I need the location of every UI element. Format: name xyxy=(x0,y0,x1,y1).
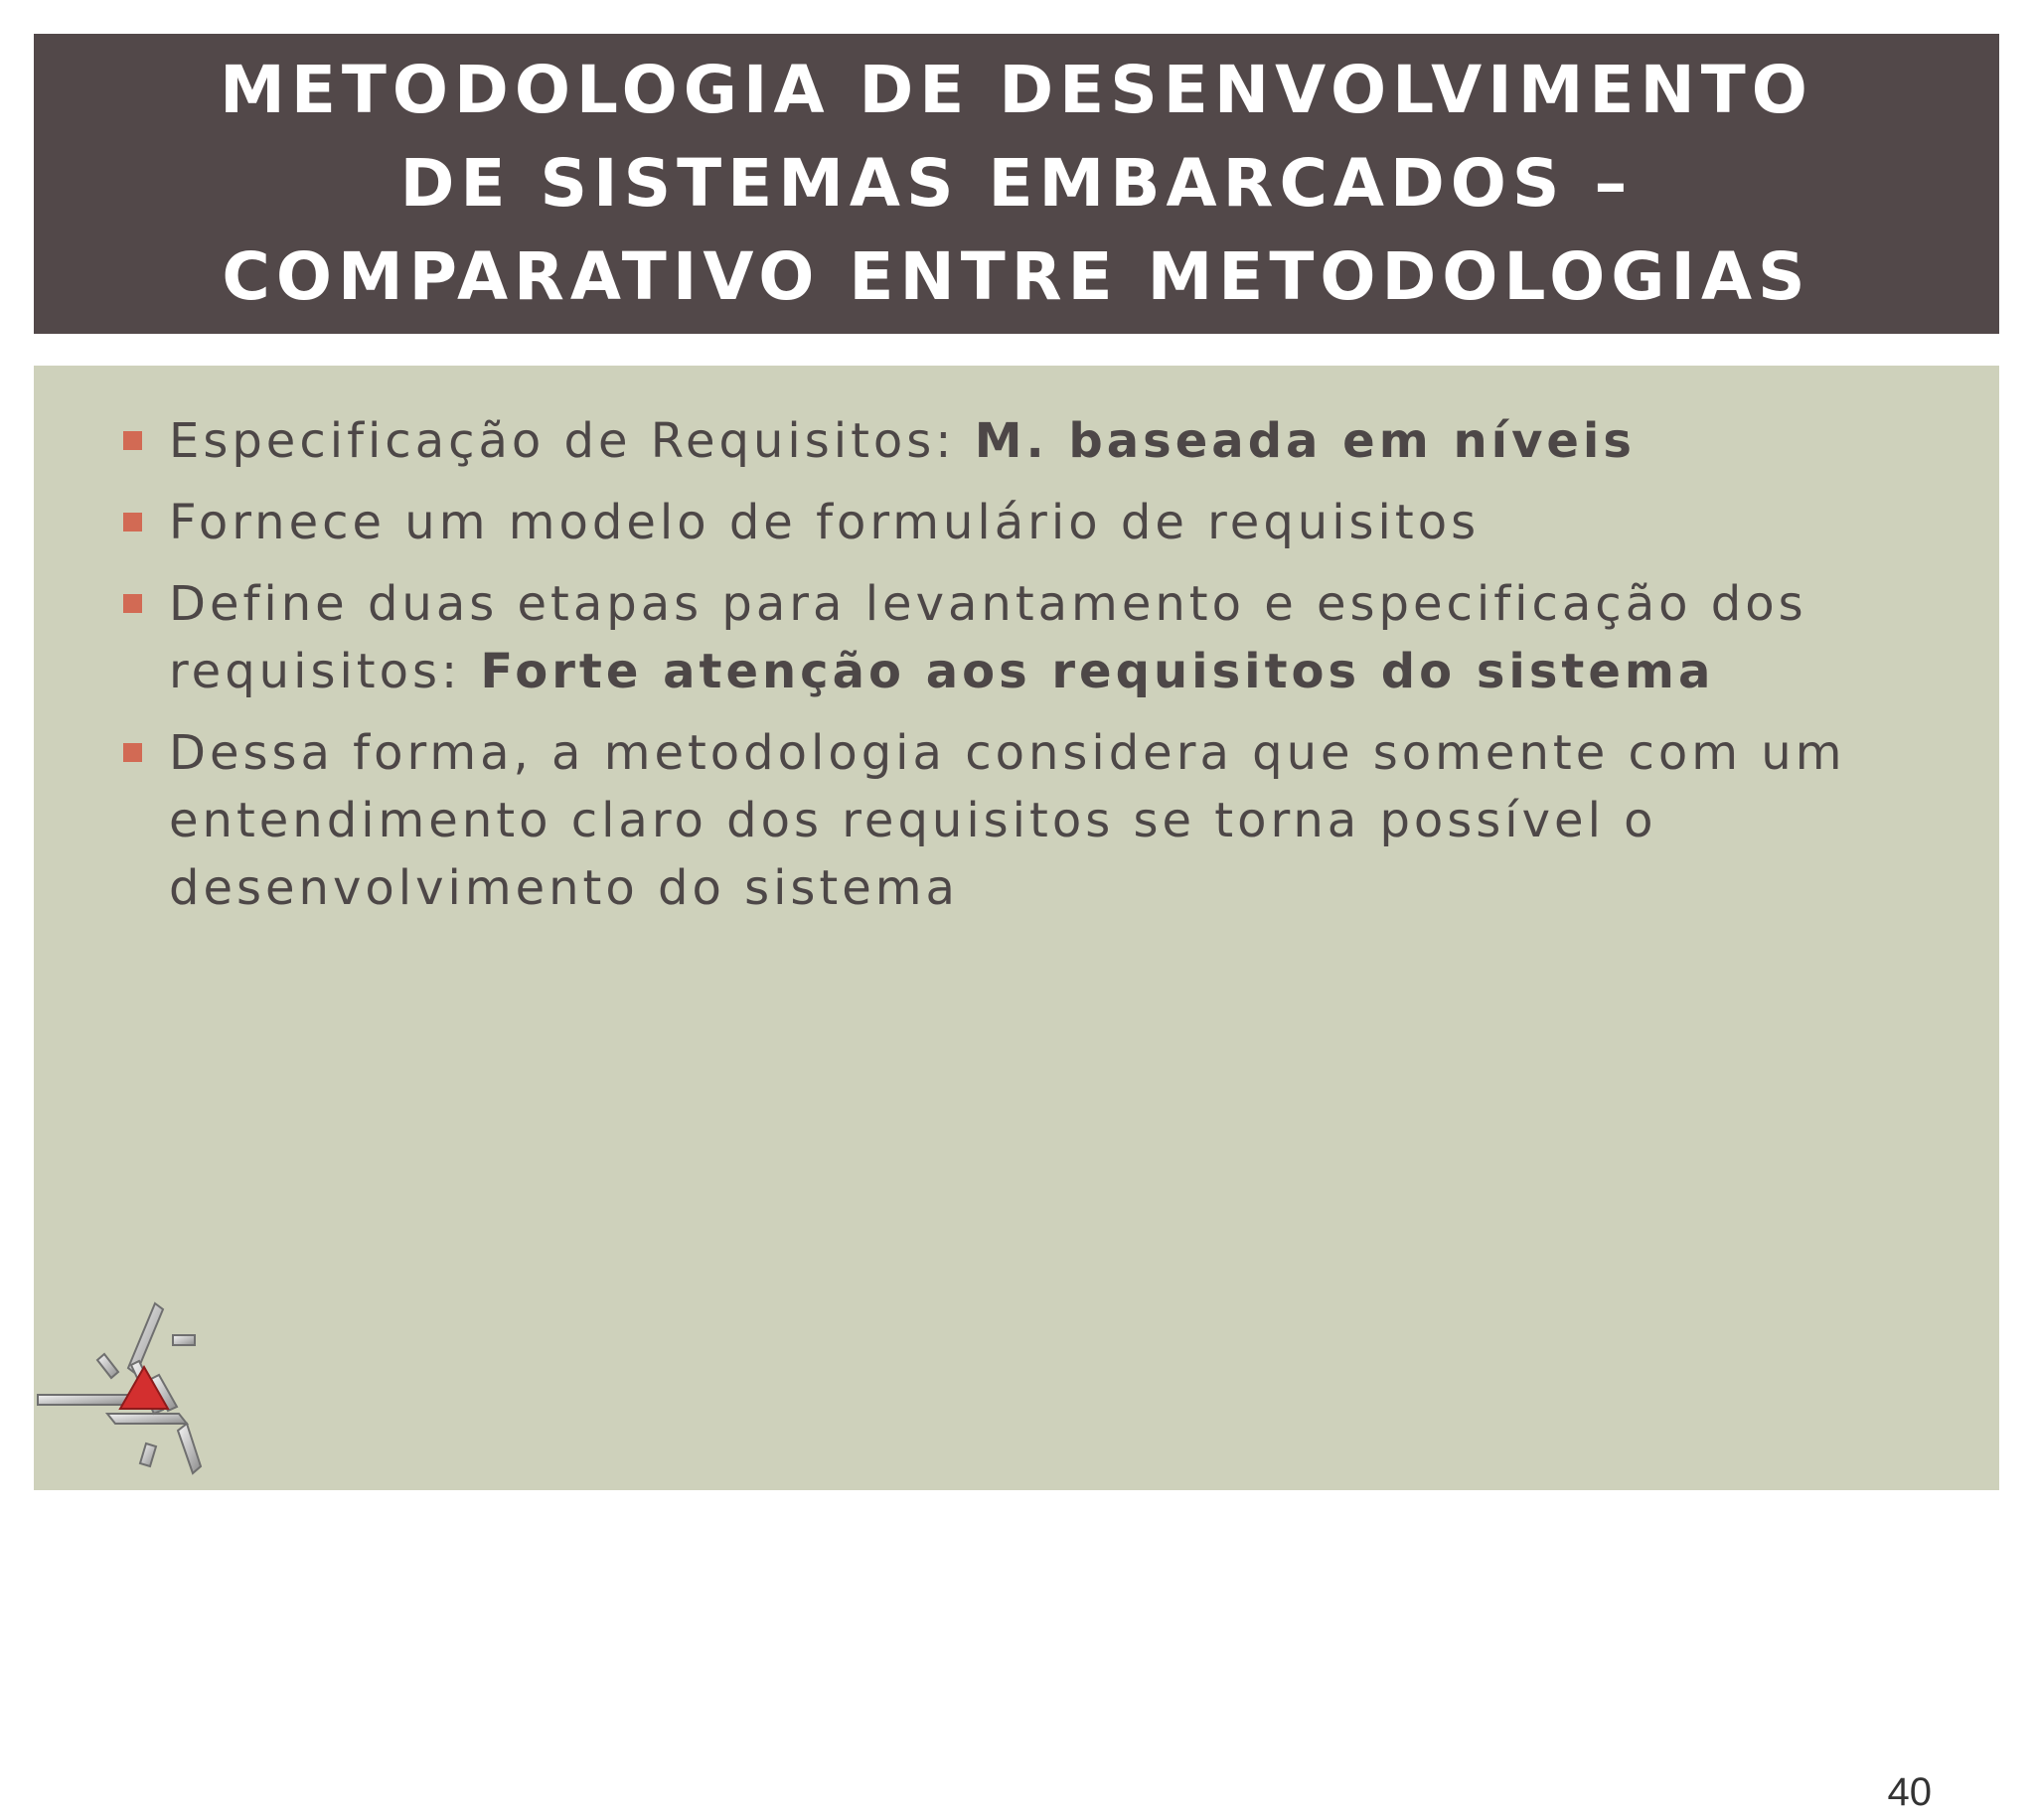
bullet-item xyxy=(123,719,1932,922)
bullet-text: Dessa forma, a metodologia considera que somente com um entendimento claro dos requisitos se torna possível o desenvolvimento do sistema xyxy=(169,725,1846,916)
square-bullet-icon xyxy=(123,431,142,450)
square-bullet-icon xyxy=(123,594,142,613)
bullet-item xyxy=(123,489,1932,556)
bullet-text: Define duas etapas para levantamento e especificação dos requisitos: xyxy=(169,576,1807,699)
square-bullet-icon xyxy=(123,513,142,531)
university-logo-icon xyxy=(38,1291,222,1480)
bullet-bold-text: M. baseada em níveis xyxy=(974,413,1636,469)
bullet-list xyxy=(123,407,1932,936)
slide-title: METODOLOGIA DE DESENVOLVIMENTO DE SISTEMAS EMBARCADOS – COMPARATIVO ENTRE METODOLOGIAS xyxy=(220,52,1813,315)
content-area xyxy=(34,366,1999,1814)
bullet-text: Especificação de Requisitos: xyxy=(169,413,975,469)
page-number: 40 xyxy=(1887,1770,1932,1814)
bullet-text: Fornece um modelo de formulário de requisitos xyxy=(169,495,1481,550)
square-bullet-icon xyxy=(123,743,142,762)
bullet-item xyxy=(123,407,1932,475)
bullet-bold-text: Forte atenção aos requisitos do sistema xyxy=(480,644,1715,699)
bullet-item xyxy=(123,570,1932,705)
title-bar xyxy=(34,34,1999,334)
